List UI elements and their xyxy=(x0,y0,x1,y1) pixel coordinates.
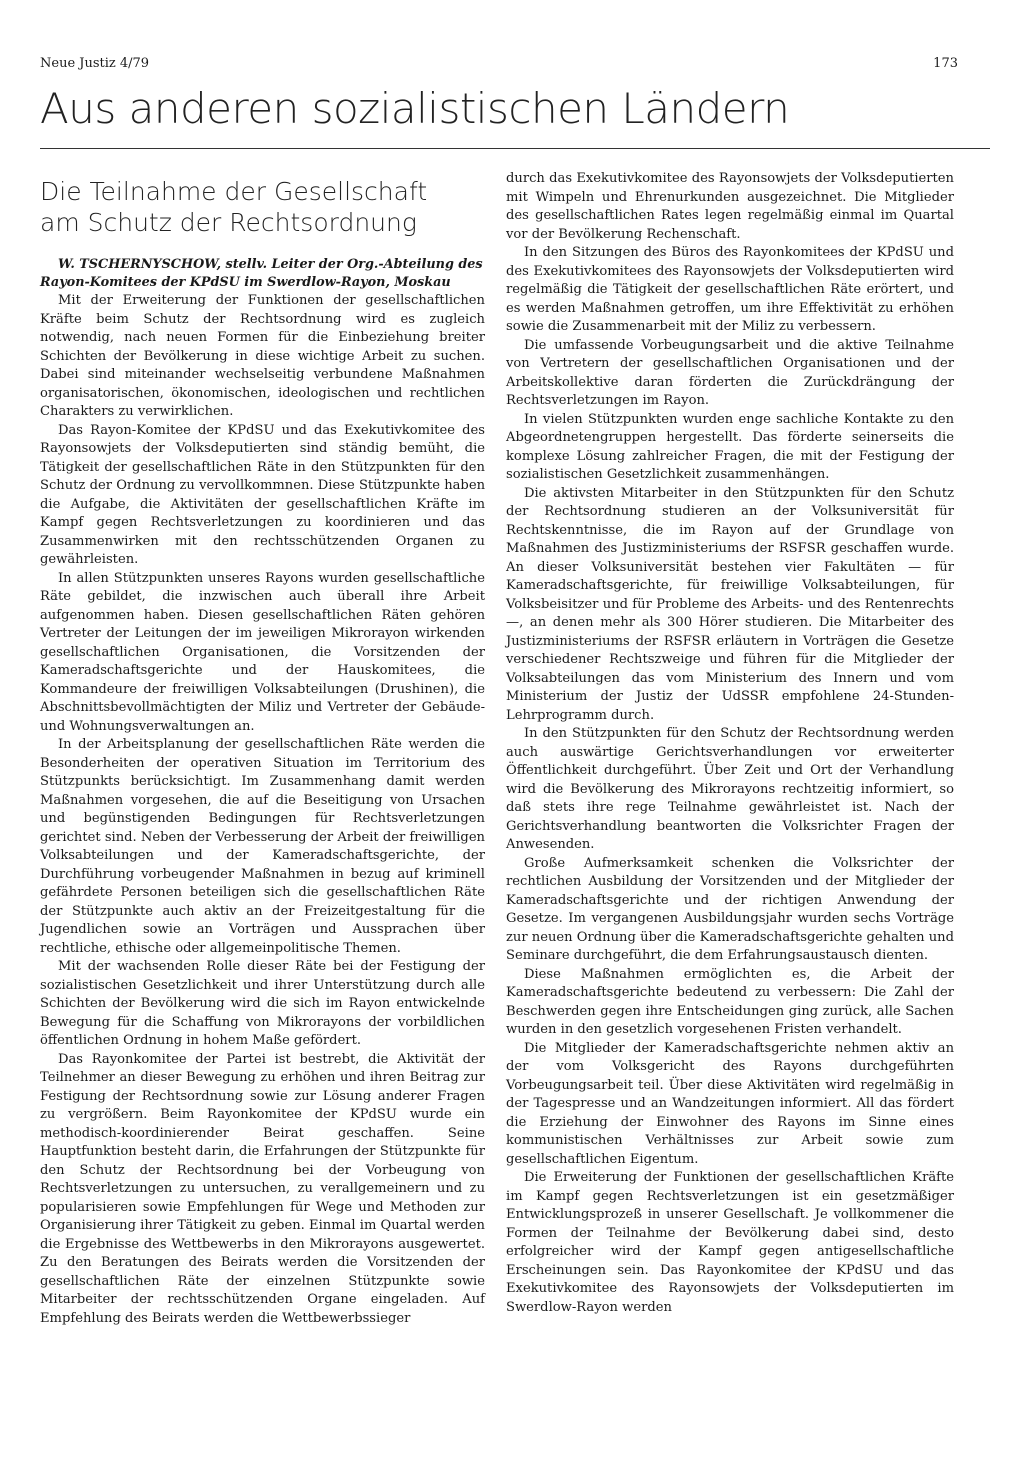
paragraph: Das Rayonkomitee der Partei ist bestrebt, die Aktivität der Teilnehmer an dieser Bewegung zu erhöhen und ihren Beitrag zur Festigung der Rechtsordnung sowie zur Lösung anderer Fragen zu vergrößern. Beim Rayonkomitee der KPdSU wurde ein methodisch-koordinierender Beirat geschaffen. Seine Hauptfunktion besteht darin, die Erfahrungen der Stützpunkte für den Schutz der Rechtsordnung bei der Vorbeugung von Rechtsverletzungen zu untersuchen, zu verallgemeinern und zu popularisieren sowie Empfehlungen für Wege und Methoden zur Organisierung ihrer Tätigkeit zu geben. Einmal im Quartal werden die Ergebnisse des Wettbewerbs in den Mikrorayons ausgewertet. Zu den Beratungen des Beirats werden die Vorsitzenden der gesellschaftlichen Räte der einzelnen Stützpunkte sowie Mitarbeiter der rechtsschützenden Organe eingeladen. Auf Empfehlung des Beirats werden die Wettbewerbssieger xyxy=(40,1051,485,1326)
paragraph: durch das Exekutivkomitee des Rayonsowjets der Volksdeputierten mit Wimpeln und Ehrenurkunden ausgezeichnet. Die Mitglieder des gesellschaftlichen Rates legen regelmäßig einmal im Quartal vor der Bevölkerung Rechenschaft. xyxy=(506,171,954,242)
paragraph: Das Rayon-Komitee der KPdSU und das Exekutivkomitee des Rayonsowjets der Volksdeputierten sind ständig bemüht, die Tätigkeit der gesellschaftlichen Räte in den Stützpunkten für den Schutz der Ordnung zu vervollkommnen. Diese Stützpunkte haben die Aufgabe, die Aktivitäten der gesellschaftlichen Kräfte im Kampf gegen Rechtsverletzungen zu koordinieren und das Zusammenwirken mit den rechtsschützenden Organen zu gewährleisten. xyxy=(40,422,485,568)
left-column xyxy=(40,170,485,1328)
paragraph: Diese Maßnahmen ermöglichten es, die Arbeit der Kameradschaftsgerichte bedeutend zu verbessern: Die Zahl der Beschwerden gegen ihre Entscheidungen ging zurück, alle Sachen wurden in den gesetzlich vorgesehenen Fristen verhandelt. xyxy=(506,966,954,1037)
page-number: 173 xyxy=(933,56,958,71)
paragraph: In den Stützpunkten für den Schutz der Rechtsordnung werden auch auswärtige Gerichtsverhandlungen vor erweiterter Öffentlichkeit durchgeführt. Über Zeit und Ort der Verhandlung wird die Bevölkerung des Mikrorayons rechtzeitig informiert, so daß stets ihre rege Teilnahme gewährleistet ist. Nach der Gerichtsverhandlung beantworten die Volksrichter Fragen der Anwesenden. xyxy=(506,726,954,852)
paragraph: Große Aufmerksamkeit schenken die Volksrichter der rechtlichen Ausbildung der Vorsitzenden und der Mitglieder der Kameradschaftsgerichte und der richtigen Anwendung der Gesetze. Im vergangenen Ausbildungsjahr wurden sechs Vorträge zur neuen Ordnung über die Kameradschaftsgerichte gehalten und Seminare durchgeführt, die dem Erfahrungsaustausch dienten. xyxy=(506,855,954,963)
paragraph: Die umfassende Vorbeugungsarbeit und die aktive Teilnahme von Vertretern der gesellschaftlichen Organisationen und der Arbeitskollektive daran förderten die Zurückdrängung der Rechtsverletzungen im Rayon. xyxy=(506,337,954,408)
paragraph: Mit der wachsenden Rolle dieser Räte bei der Festigung der sozialistischen Gesetzlichkeit und ihrer Unterstützung durch alle Schichten der Bevölkerung wird die sich im Rayon entwickelnde Bewegung für die Schaffung von Mikrorayons der vorbildlichen öffentlichen Ordnung in hohem Maße gefördert. xyxy=(40,959,485,1049)
section-divider xyxy=(40,148,990,149)
paragraph: Die Erweiterung der Funktionen der gesellschaftlichen Kräfte im Kampf gegen Rechtsverletzungen ist ein gesetzmäßiger Entwicklungsprozeß in unserer Gesellschaft. Je vollkommener die Formen der Teilnahme der Bevölkerung dabei sind, desto erfolgreicher wird der Kampf gegen antigesellschaftliche Erscheinungen sein. Das Rayonkomitee der KPdSU und das Exekutivkomitee des Rayonsowjets der Volksdeputierten im Swerdlow-Rayon werden xyxy=(506,1170,954,1315)
paragraph: Mit der Erweiterung der Funktionen der gesellschaftlichen Kräfte beim Schutz der Rechtsordnung wird es zugleich notwendig, nach neuen Formen für die Einbeziehung breiter Schichten der Bevölkerung in diese wichtige Arbeit zu suchen. Dabei sind miteinander wechselseitig verbundene Maßnahmen organisatorischen, ökonomischen, ideologischen und rechtlichen Charakters zu verwirklichen. xyxy=(40,293,485,420)
running-head xyxy=(40,56,958,74)
paragraph: Die aktivsten Mitarbeiter in den Stützpunkten für den Schutz der Rechtsordnung studieren an der Volksuniversität für Rechtskenntnisse, die im Rayon auf der Grundlage von Maßnahmen des Justizministeriums der RSFSR geschaffen wurde. An dieser Volksuniversität bestehen vier Fakultäten — für Kameradschaftsgerichte, für freiwillige Volksabteilungen, für Volksbeisitzer und für Probleme des Arbeits- und des Rentenrechts —, an denen mehr als 300 Hörer studieren. Die Mitarbeiter des Justizministeriums der RSFSR erläutern in Vorträgen die Gesetze verschiedener Rechtszweige und führen für die Mitglieder der Volksabteilungen das vom Ministerium des Innern und vom Ministerium der Justiz der UdSSR empfohlene 24-Stunden-Lehrprogramm durch. xyxy=(506,485,954,723)
byline: W. TSCHERNYSCHOW, stellv. Leiter der Org.-Abteilung des Rayon-Komitees der KPdSU im Swerdlow-Rayon, Moskau xyxy=(40,257,483,291)
paragraph: In allen Stützpunkten unseres Rayons wurden gesellschaftliche Räte gebildet, die inzwischen auch überall ihre Arbeit aufgenommen haben. Diesen gesellschaftlichen Räten gehören Vertreter der Leitungen der im jeweiligen Mikrorayon wirkenden gesellschaftlichen Organisationen, die Vorsitzenden der Kameradschaftsgerichte und der Hauskomitees, die Kommandeure der freiwilligen Volksabteilungen (Drushinen), die Abschnittsbevollmächtigten der Miliz und Vertreter der Gebäude- und Wohnungsverwaltungen an. xyxy=(40,570,485,734)
paragraph: In den Sitzungen des Büros des Rayonkomitees der KPdSU und des Exekutivkomitees des Rayonsowjets der Volksdeputierten wird regelmäßig die Tätigkeit der gesellschaftlichen Räte erörtert, und es werden Maßnahmen getroffen, um ihre Effektivität zu erhöhen sowie die Zusammenarbeit mit der Miliz zu verbessern. xyxy=(506,245,954,334)
paragraph: In der Arbeitsplanung der gesellschaftlichen Räte werden die Besonderheiten der operativen Situation im Territorium des Stützpunkts berücksichtigt. Im Zusammenhang damit werden Maßnahmen vorgesehen, die auf die Beseitigung von Ursachen und begünstigenden Bedingungen für Rechtsverletzungen gerichtet sind. Neben der Verbesserung der Arbeit der freiwilligen Volksabteilungen und der Kameradschaftsgerichte, der Durchführung vorbeugender Maßnahmen in bezug auf kriminell gefährdete Personen beteiligen sich die gesellschaftlichen Räte der Stützpunkte auch aktiv an der Freizeitgestaltung für die Jugendlichen sowie an Vorträgen und Aussprachen über rechtliche, ethische oder allgemeinpolitische Themen. xyxy=(40,737,485,956)
article-title-line-1: Die Teilnahme der Gesellschaft xyxy=(40,177,428,206)
article-title xyxy=(40,176,485,238)
journal-issue: Neue Justiz 4/79 xyxy=(40,56,150,71)
right-column xyxy=(506,170,954,1317)
section-title: Aus anderen sozialistischen Ländern xyxy=(40,84,790,133)
article-title-line-2: am Schutz der Rechtsordnung xyxy=(40,208,417,237)
paragraph: In vielen Stützpunkten wurden enge sachliche Kontakte zu den Abgeordnetengruppen hergestellt. Das förderte seinerseits die komplexe Lösung zahlreicher Fragen, die mit der Festigung der sozialistischen Gesetzlichkeit zusammenhängen. xyxy=(506,411,954,482)
paragraph: Die Mitglieder der Kameradschaftsgerichte nehmen aktiv an der vom Volksgericht des Rayons durchgeführten Vorbeugungsarbeit teil. Über diese Aktivitäten wird regelmäßig in der Tagespresse und an Wandzeitungen informiert. All das fördert die Erziehung der Einwohner des Rayons im Sinne eines kommunistischen Verhältnisses zur Arbeit sowie zum gesellschaftlichen Eigentum. xyxy=(506,1040,954,1167)
